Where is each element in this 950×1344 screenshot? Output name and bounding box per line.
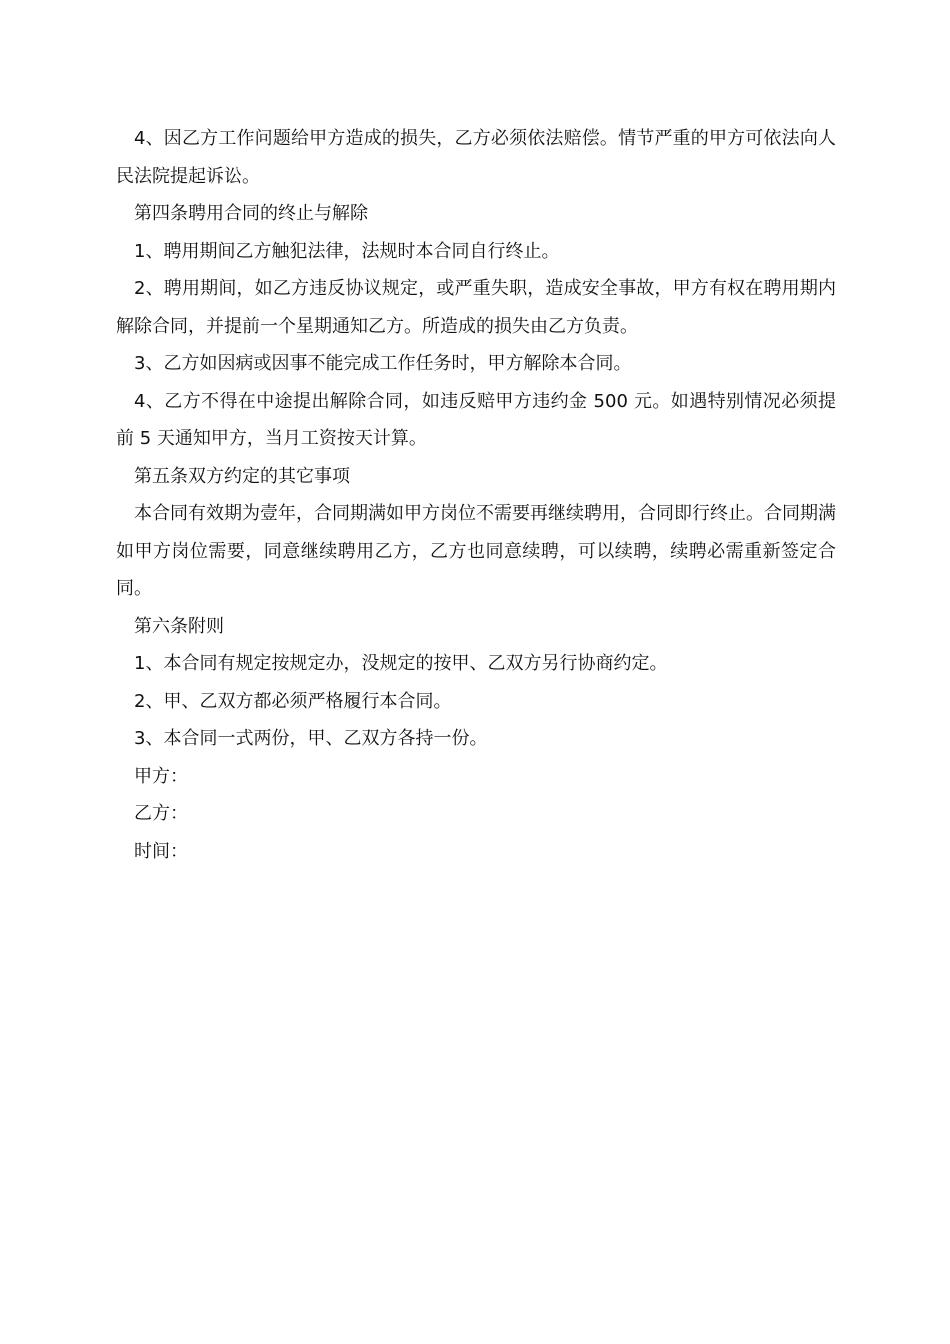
article-heading: 第四条聘用合同的终止与解除 [134,203,368,224]
clause-item: 2、聘用期间，如乙方违反协议规定，或严重失职，造成安全事故，甲方有权在聘用期内解除合同，并提前一个星期通知乙方。所造成的损失由乙方负责。 [116,278,836,337]
clause-item: 1、聘用期间乙方触犯法律，法规时本合同自行终止。 [134,240,560,262]
clause-item: 1、本合同有规定按规定办，没规定的按甲、乙双方另行协商约定。 [134,653,668,674]
clause-item: 4、乙方不得在中途提出解除合同，如违反赔甲方违约金 500 元。如遇特别情况必须提前 5 天通知甲方，当月工资按天计算。 [116,390,836,449]
clause-item: 4、因乙方工作问题给甲方造成的损失，乙方必须依法赔偿。情节严重的甲方可依法向人民法院提起诉讼。 [116,128,836,187]
clause-item: 2、甲、乙双方都必须严格履行本合同。 [134,690,452,712]
clause-item: 3、乙方如因病或因事不能完成工作任务时，甲方解除本合同。 [134,353,632,374]
article-heading: 第六条附则 [134,615,224,637]
clause-item: 3、本合同一式两份，甲、乙双方各持一份。 [134,728,488,749]
document-body [116,120,836,870]
signature-party-a: 甲方： [134,765,188,787]
article-heading: 第五条双方约定的其它事项 [134,465,350,487]
clause-body: 本合同有效期为壹年，合同期满如甲方岗位不需要再继续聘用，合同即行终止。合同期满如甲方岗位需要，同意继续聘用乙方，乙方也同意续聘，可以续聘，续聘必需重新签定合同。 [116,503,836,599]
signature-party-b: 乙方： [134,803,188,824]
signature-date: 时间： [134,840,188,862]
